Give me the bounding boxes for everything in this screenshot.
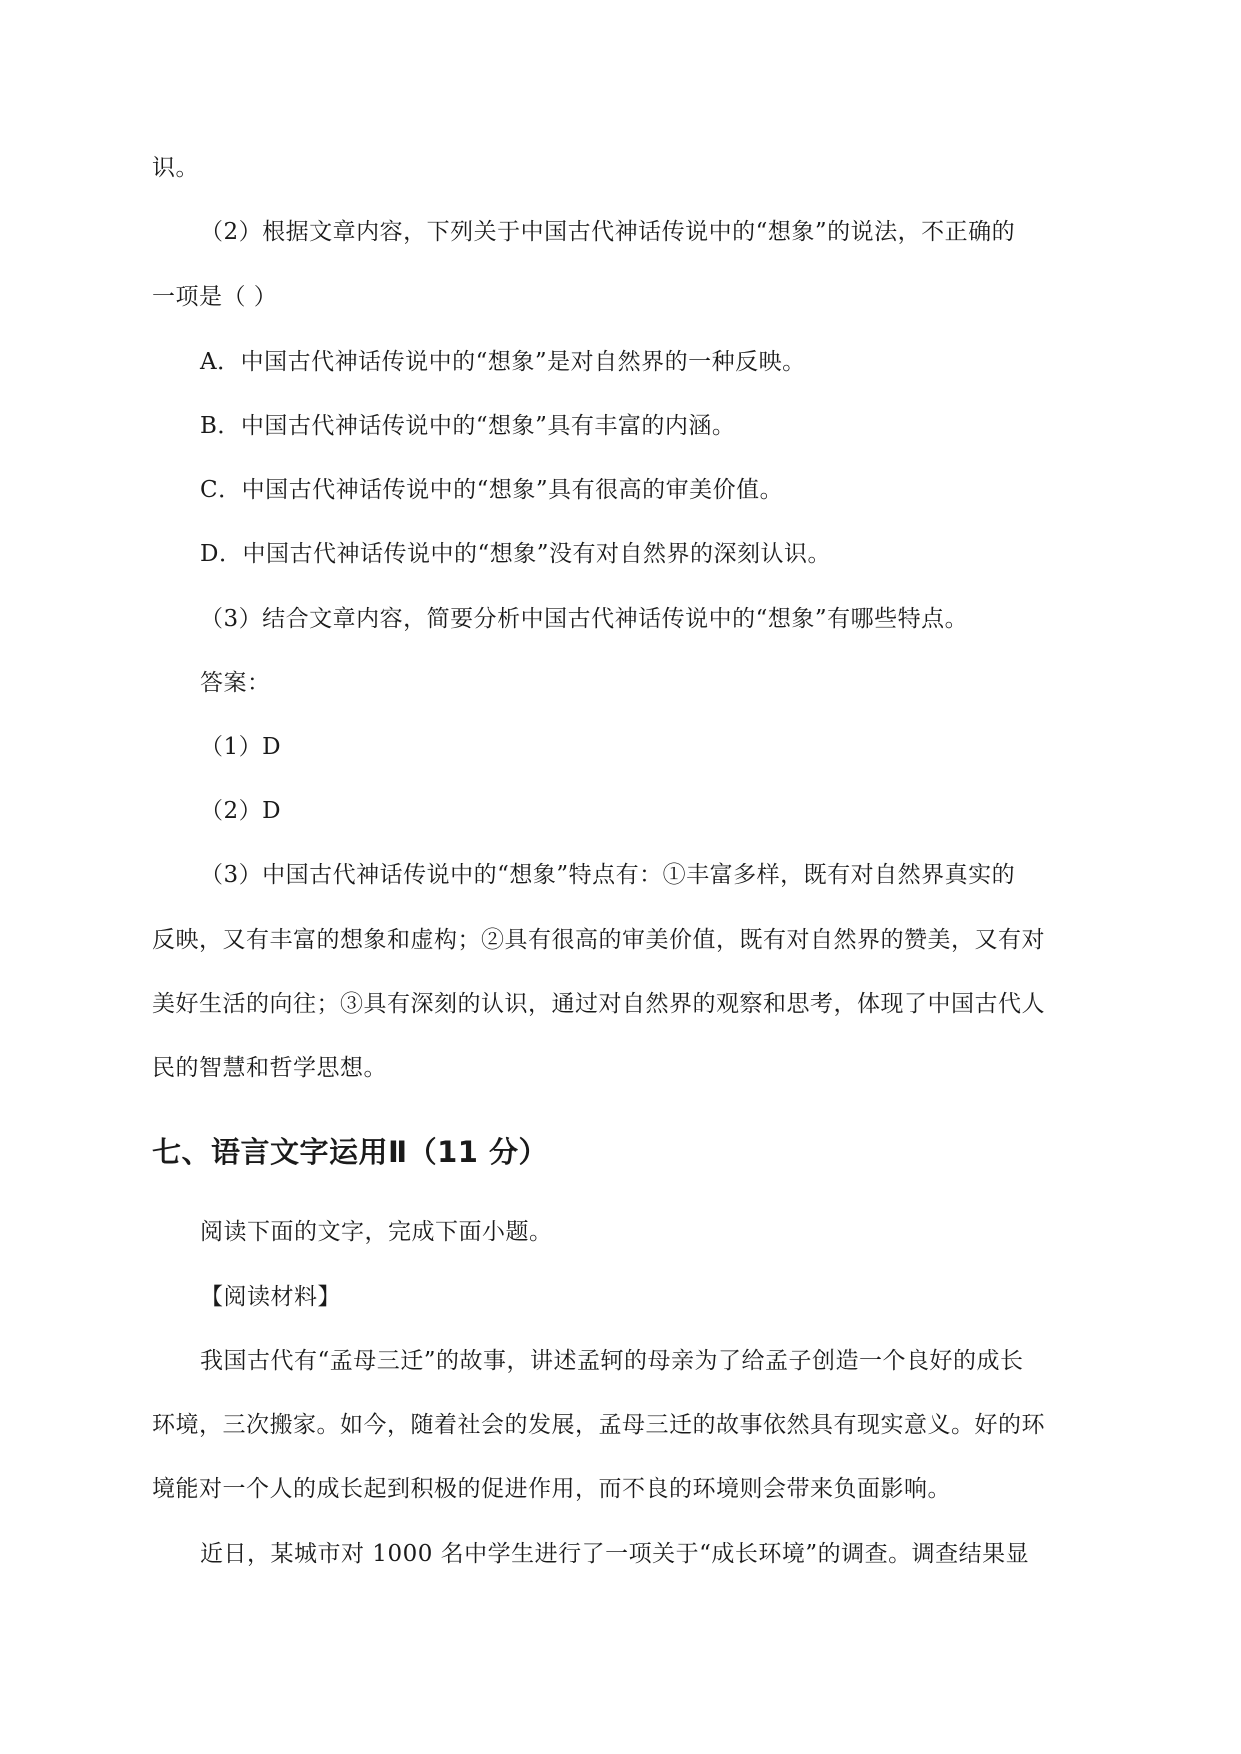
- passage-line: 境能对一个人的成长起到积极的促进作用，而不良的环境则会带来负面影响。: [152, 1476, 951, 1502]
- option-c: C．中国古代神话传说中的“想象”具有很高的审美价值。: [200, 477, 784, 503]
- answer-3-continued: 民的智慧和哲学思想。: [152, 1055, 387, 1081]
- answer-1: （1）D: [200, 734, 282, 760]
- option-d: D．中国古代神话传说中的“想象”没有对自然界的深刻认识。: [200, 541, 831, 567]
- instruction-line: 阅读下面的文字，完成下面小题。: [200, 1219, 553, 1245]
- passage-line: 近日，某城市对 1000 名中学生进行了一项关于“成长环境”的调查。调查结果显: [200, 1541, 1030, 1567]
- passage-line: 我国古代有“孟母三迁”的故事，讲述孟轲的母亲为了给孟子创造一个良好的成长: [200, 1348, 1024, 1374]
- question-3-stem: （3）结合文章内容，简要分析中国古代神话传说中的“想象”有哪些特点。: [200, 606, 969, 632]
- option-a: A．中国古代神话传说中的“想象”是对自然界的一种反映。: [200, 349, 806, 375]
- answer-label: 答案：: [200, 670, 271, 696]
- passage-line: 环境，三次搬家。如今，随着社会的发展，孟母三迁的故事依然具有现实意义。好的环: [152, 1412, 1045, 1438]
- answer-3: （3）中国古代神话传说中的“想象”特点有：①丰富多样，既有对自然界真实的: [200, 862, 1016, 888]
- question-2-stem: （2）根据文章内容，下列关于中国古代神话传说中的“想象”的说法，不正确的: [200, 219, 1016, 245]
- reading-material-label: 【阅读材料】: [200, 1284, 341, 1310]
- question-2-stem-continued: 一项是（ ）: [152, 284, 278, 310]
- section-heading: 七、语言文字运用Ⅱ（11 分）: [152, 1135, 549, 1169]
- text-line: 识。: [152, 155, 199, 181]
- answer-3-continued: 美好生活的向往；③具有深刻的认识，通过对自然界的观察和思考，体现了中国古代人: [152, 991, 1045, 1017]
- option-b: B．中国古代神话传说中的“想象”具有丰富的内涵。: [200, 413, 736, 439]
- answer-2: （2）D: [200, 798, 282, 824]
- answer-3-continued: 反映，又有丰富的想象和虚构；②具有很高的审美价值，既有对自然界的赞美，又有对: [152, 927, 1045, 953]
